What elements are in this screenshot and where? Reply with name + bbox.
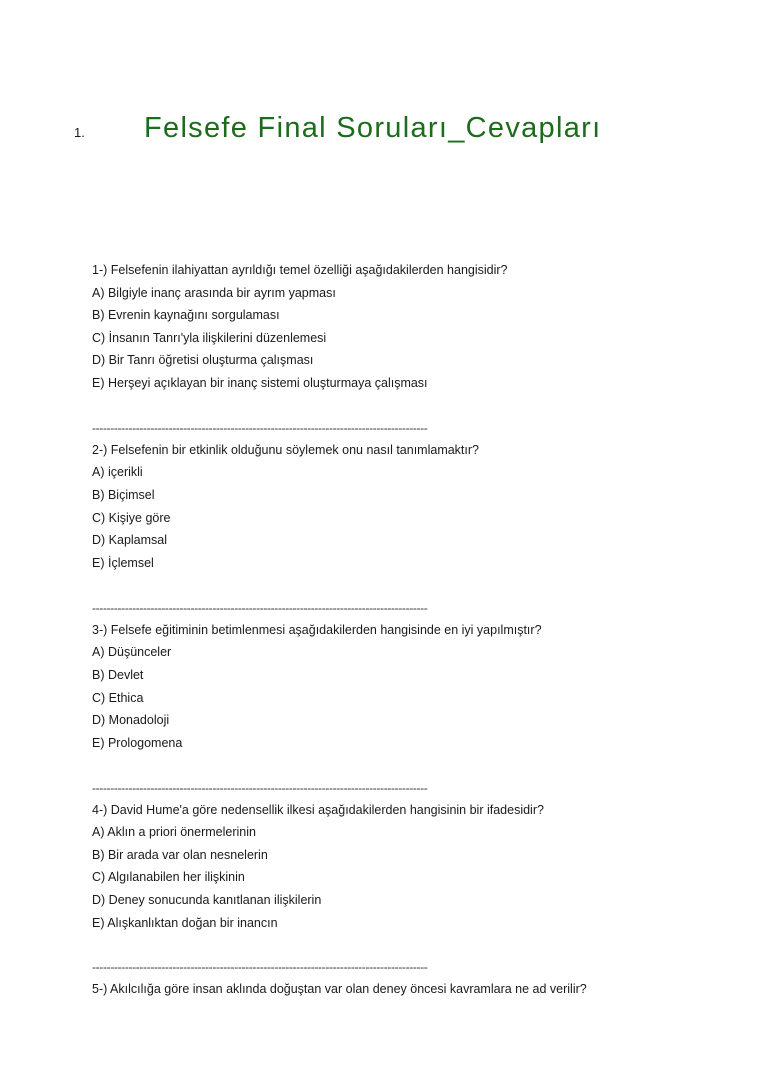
question-text: 2-) Felsefenin bir etkinlik olduğunu söylemek onu nasıl tanımlamaktır? [92,442,479,457]
heading-number: 1. [74,125,85,140]
option-d: D) Deney sonucunda kanıtlanan ilişkilerin [92,892,322,907]
option-c: C) Kişiye göre [92,510,171,525]
option-e: E) Herşeyi açıklayan bir inanç sistemi oluşturmaya çalışması [92,375,428,390]
page-title: Felsefe Final Soruları_Cevapları [144,112,602,144]
option-c: C) İnsanın Tanrı'yla ilişkilerini düzenlemesi [92,330,327,345]
option-b: B) Devlet [92,667,144,682]
separator-line: -------------------------------------------------------------------------------------------- [92,780,428,795]
separator-line: -------------------------------------------------------------------------------------------- [92,960,428,975]
question-block [92,439,732,575]
question-text: 4-) David Hume'a göre nedensellik ilkesi aşağıdakilerden hangisinin bir ifadesidir? [92,802,544,817]
option-d: D) Kaplamsal [92,533,168,548]
question-text: 5-) Akılcılığa göre insan aklında doğuştan var olan deney öncesi kavramlara ne ad verilir? [92,982,587,997]
option-d: D) Bir Tanrı öğretisi oluşturma çalışması [92,353,314,368]
option-a: A) Aklın a priori önermelerinin [92,825,256,840]
questions-list [92,259,732,1001]
separator-line: -------------------------------------------------------------------------------------------- [92,420,428,435]
option-b: B) Evrenin kaynağını sorgulaması [92,308,280,323]
option-a: A) Bilgiyle inanç arasında bir ayrım yapması [92,285,336,300]
document-heading [0,112,768,152]
option-e: E) İçlemsel [92,555,154,570]
option-b: B) Bir arada var olan nesnelerin [92,847,268,862]
option-e: E) Prologomena [92,735,183,750]
question-block [92,799,732,935]
option-d: D) Monadoloji [92,713,170,728]
question-text: 1-) Felsefenin ilahiyattan ayrıldığı temel özelliği aşağıdakilerden hangisidir? [92,263,508,277]
separator-line: -------------------------------------------------------------------------------------------- [92,600,428,615]
question-block [92,978,732,1001]
option-e: E) Alışkanlıktan doğan bir inancın [92,915,278,930]
question-block [92,259,732,395]
option-a: A) içerikli [92,465,143,480]
question-block [92,619,732,755]
option-c: C) Algılanabilen her ilişkinin [92,870,245,885]
option-c: C) Ethica [92,690,144,705]
option-a: A) Düşünceler [92,645,172,660]
question-text: 3-) Felsefe eğitiminin betimlenmesi aşağıdakilerden hangisinde en iyi yapılmıştır? [92,622,542,637]
option-b: B) Biçimsel [92,488,155,503]
